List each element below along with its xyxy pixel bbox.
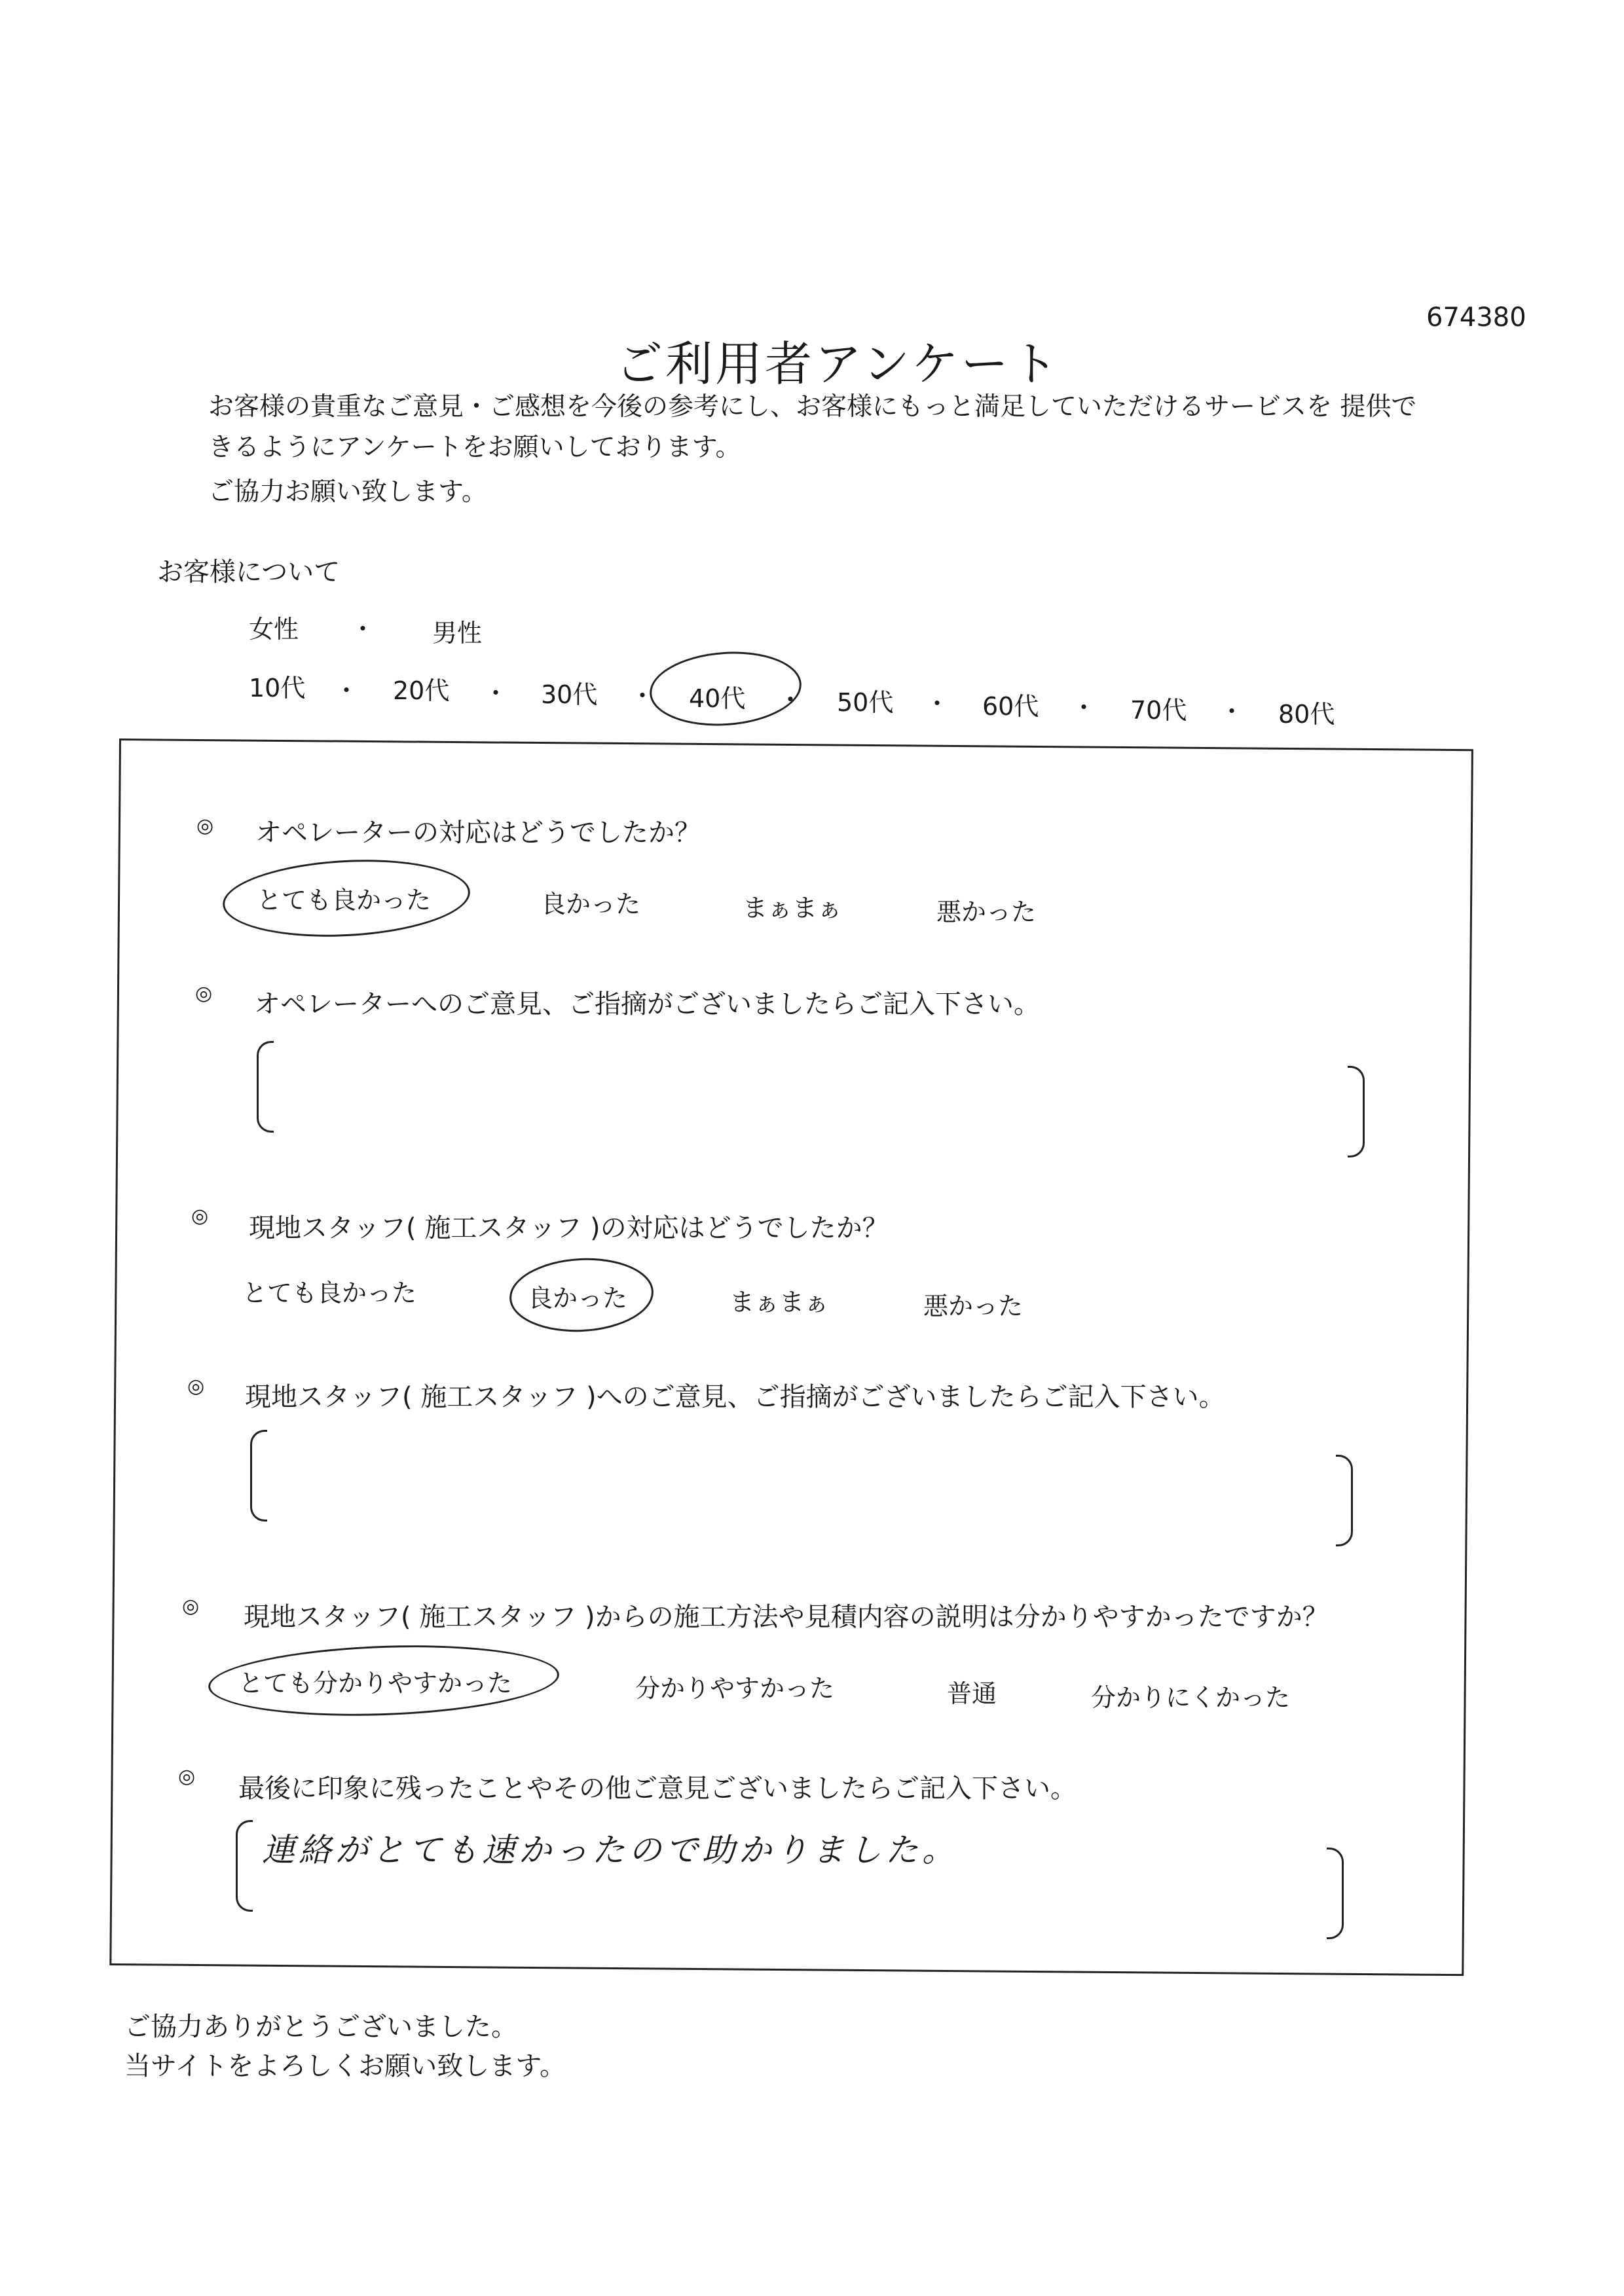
q4-answer-bracket-left <box>250 1430 267 1522</box>
age-separator: ・ <box>1219 697 1245 726</box>
q5-option-clear[interactable]: 分かりやすかった <box>635 1674 835 1703</box>
age-option-10s[interactable]: 10代 <box>249 674 306 702</box>
age-option-60s[interactable]: 60代 <box>982 692 1039 721</box>
question-1-text: オペレーターの対応はどうでしたか？ <box>255 818 701 848</box>
question-4-mark: ◎ <box>187 1375 205 1398</box>
intro-line-1: お客様の貴重なご意見・ご感想を今後の参考にし、お客様にもっと満足していただけるサービスを 提供で <box>208 392 1417 422</box>
q5-option-unclear[interactable]: 分かりにくかった <box>1091 1683 1291 1712</box>
gender-option-female[interactable]: 女性 <box>249 615 299 644</box>
q1-option-average[interactable]: まぁまぁ <box>743 894 843 922</box>
q3-option-average[interactable]: まぁまぁ <box>729 1288 830 1317</box>
q6-answer-bracket-right <box>1327 1848 1344 1939</box>
q6-answer[interactable]: 連絡がとても速かったので助かりました。 <box>262 1831 959 1869</box>
gender-option-male[interactable]: 男性 <box>432 619 483 647</box>
q3-option-bad[interactable]: 悪かった <box>923 1292 1024 1321</box>
q2-answer-bracket-right <box>1348 1066 1365 1157</box>
question-1-mark: ◎ <box>196 814 214 837</box>
question-3-mark: ◎ <box>191 1205 209 1228</box>
intro-line-2: きるようにアンケートをお願いしております。 <box>208 433 741 462</box>
age-separator: ・ <box>1071 693 1097 722</box>
age-separator: ・ <box>778 685 803 714</box>
age-option-50s[interactable]: 50代 <box>837 688 894 717</box>
question-3-text: 現地スタッフ( 施工スタッフ )の対応はどうでしたか？ <box>249 1213 889 1243</box>
question-4-text: 現地スタッフ( 施工スタッフ )へのご意見、ご指摘がございましたらご記入下さい。 <box>245 1382 1225 1412</box>
age-option-30s[interactable]: 30代 <box>541 680 598 709</box>
question-2-mark: ◎ <box>195 982 213 1005</box>
q1-option-good[interactable]: 良かった <box>541 890 641 919</box>
page-title: ご利用者アンケート <box>616 337 1061 392</box>
q1-option-very-good[interactable]: とても良かった <box>257 886 432 915</box>
question-2-text: オペレーターへのご意見、ご指摘がございましたらご記入下さい。 <box>254 989 1040 1019</box>
age-option-40s[interactable]: 40代 <box>689 684 746 713</box>
q1-option-bad[interactable]: 悪かった <box>936 898 1037 926</box>
q3-option-very-good[interactable]: とても良かった <box>242 1279 417 1307</box>
closing-line-1: ご協力ありがとうございました。 <box>124 2012 517 2042</box>
intro-line-3: ご協力お願い致します。 <box>208 477 487 507</box>
age-option-20s[interactable]: 20代 <box>393 676 450 705</box>
question-5-mark: ◎ <box>182 1595 200 1618</box>
q3-option-good[interactable]: 良かった <box>528 1284 628 1313</box>
gender-separator: ・ <box>350 615 376 644</box>
q6-answer-bracket-left <box>236 1820 253 1912</box>
age-separator: ・ <box>630 682 655 710</box>
q5-option-normal[interactable]: 普通 <box>947 1679 997 1708</box>
q5-option-very-clear[interactable]: とても分かりやすかった <box>238 1669 513 1698</box>
age-option-70s[interactable]: 70代 <box>1130 696 1187 725</box>
question-5-text: 現地スタッフ( 施工スタッフ )からの施工方法や見積内容の説明は分かりやすかったですか？ <box>244 1602 1329 1632</box>
customer-section-label: お客様について <box>157 557 341 587</box>
document-id: 674380 <box>1426 302 1526 333</box>
question-6-text: 最後に印象に残ったことやその他ご意見ございましたらご記入下さい。 <box>238 1774 1077 1804</box>
age-separator: ・ <box>334 676 360 705</box>
question-6-mark: ◎ <box>178 1765 196 1788</box>
q2-answer-bracket-left <box>257 1041 274 1133</box>
age-separator: ・ <box>925 689 950 718</box>
age-separator: ・ <box>483 679 509 708</box>
q4-answer-bracket-right <box>1336 1455 1353 1546</box>
closing-line-2: 当サイトをよろしくお願い致します。 <box>124 2051 566 2081</box>
age-option-80s[interactable]: 80代 <box>1278 700 1335 729</box>
